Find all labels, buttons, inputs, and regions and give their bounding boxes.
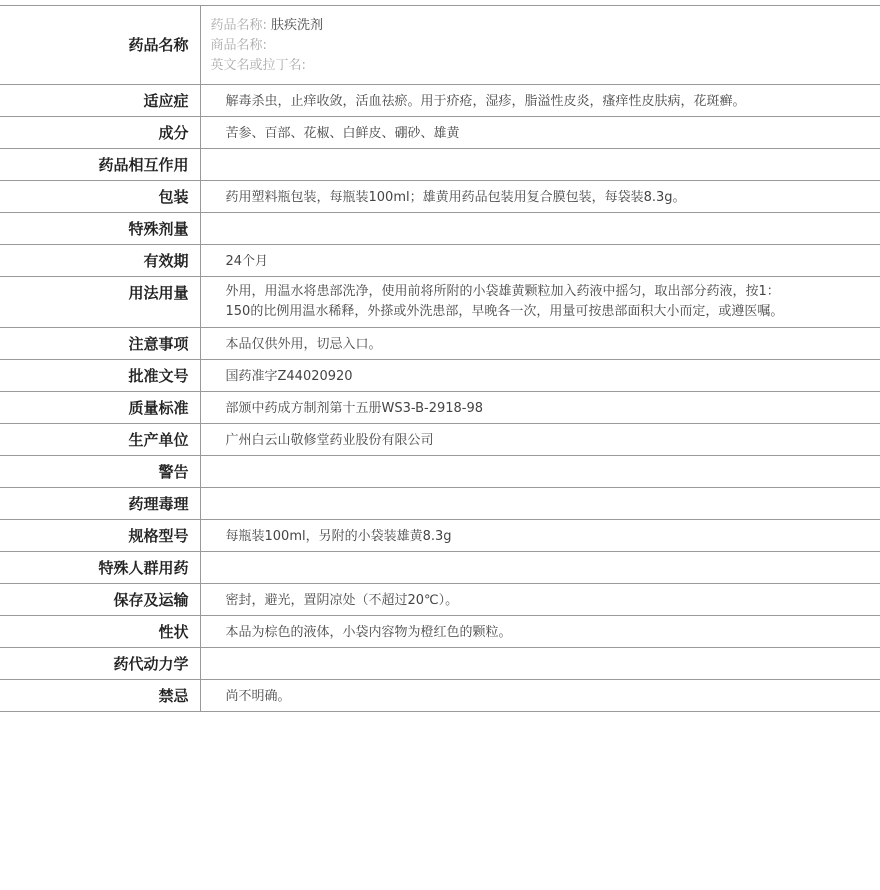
row-label: 有效期: [0, 245, 200, 277]
row-approval-number: [0, 360, 880, 392]
row-label: 批准文号: [0, 360, 200, 392]
row-value: 国药准字Z44020920: [200, 360, 880, 392]
trade-name-key: 商品名称:: [210, 38, 267, 53]
row-value: [200, 552, 880, 584]
row-specification: [0, 520, 880, 552]
row-interactions: [0, 149, 880, 181]
row-special-populations: [0, 552, 880, 584]
row-pharmacokinetics: [0, 648, 880, 680]
row-label: 注意事项: [0, 328, 200, 360]
row-label: 规格型号: [0, 520, 200, 552]
row-label: 特殊人群用药: [0, 552, 200, 584]
drug-name-key: 药品名称:: [210, 18, 267, 33]
row-label: 保存及运输: [0, 584, 200, 616]
row-shelf-life: [0, 245, 880, 277]
row-contraindications: [0, 680, 880, 712]
row-value: 本品为棕色的液体，小袋内容物为橙红色的颗粒。: [200, 616, 880, 648]
row-storage: [0, 584, 880, 616]
row-label: 成分: [0, 117, 200, 149]
row-label: 药品名称: [0, 6, 200, 85]
row-label: 药代动力学: [0, 648, 200, 680]
row-value: 苦参、百部、花椒、白鲜皮、硼砂、雄黄: [200, 117, 880, 149]
row-label: 禁忌: [0, 680, 200, 712]
row-value: 广州白云山敬修堂药业股份有限公司: [200, 424, 880, 456]
drug-info-table: [0, 5, 880, 712]
row-value: 24个月: [200, 245, 880, 277]
drug-name-line: [211, 16, 791, 36]
row-value: 部颁中药成方制剂第十五册WS3-B-2918-98: [200, 392, 880, 424]
row-value: 本品仅供外用，切忌入口。: [200, 328, 880, 360]
row-value: [200, 456, 880, 488]
row-label: 包装: [0, 181, 200, 213]
row-value: 每瓶装100ml，另附的小袋装雄黄8.3g: [200, 520, 880, 552]
english-name-line: [211, 56, 791, 76]
row-special-dosage: [0, 213, 880, 245]
row-description: [0, 616, 880, 648]
drug-name-value: 肤疾洗剂: [271, 18, 324, 33]
row-manufacturer: [0, 424, 880, 456]
row-label: 质量标准: [0, 392, 200, 424]
row-warning: [0, 456, 880, 488]
row-label: 性状: [0, 616, 200, 648]
row-value: 解毒杀虫，止痒收敛，活血祛瘀。用于疥疮，湿疹，脂溢性皮炎，瘙痒性皮肤病，花斑癣。: [200, 85, 880, 117]
row-precautions: [0, 328, 880, 360]
row-label: 药品相互作用: [0, 149, 200, 181]
row-label: 药理毒理: [0, 488, 200, 520]
row-pharmacology: [0, 488, 880, 520]
row-usage-dosage: [0, 277, 880, 328]
row-value: [200, 488, 880, 520]
row-value: [200, 213, 880, 245]
row-quality-standard: [0, 392, 880, 424]
row-value: 药用塑料瓶包装，每瓶装100ml；雄黄用药品包装用复合膜包装，每袋装8.3g。: [200, 181, 880, 213]
row-value: 外用，用温水将患部洗净，使用前将所附的小袋雄黄颗粒加入药液中摇匀，取出部分药液，按1：150的比例用温水稀释，外搽或外洗患部，早晚各一次，用量可按患部面积大小而定，或遵医嘱。: [200, 277, 880, 328]
trade-name-line: [211, 36, 791, 56]
row-value: 尚不明确。: [200, 680, 880, 712]
row-indications: [0, 85, 880, 117]
row-drug-name: [0, 6, 880, 85]
english-name-key: 英文名或拉丁名:: [210, 58, 306, 73]
row-packaging: [0, 181, 880, 213]
name-details: [200, 6, 880, 85]
row-label: 特殊剂量: [0, 213, 200, 245]
row-label: 生产单位: [0, 424, 200, 456]
row-label: 适应症: [0, 85, 200, 117]
row-label: 用法用量: [0, 277, 200, 328]
row-value: [200, 149, 880, 181]
row-value: 密封，避光，置阴凉处（不超过20℃）。: [200, 584, 880, 616]
row-value: [200, 648, 880, 680]
row-ingredients: [0, 117, 880, 149]
row-label: 警告: [0, 456, 200, 488]
